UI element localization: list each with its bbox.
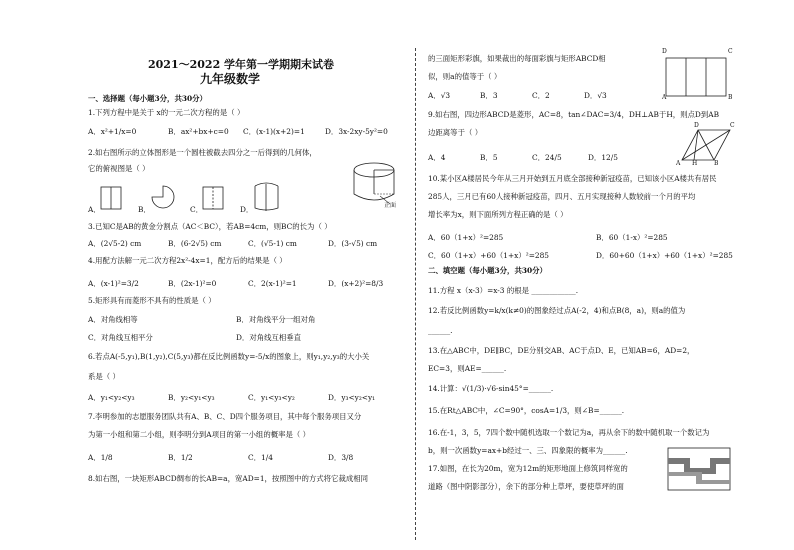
question-12-line1: 12.若反比例函数y=k/x(k≠0)的图象经过点A(-2，4)和点B(8，a)，则a的值为	[428, 306, 686, 315]
q4-option-c: C．2(x-1)²=1	[248, 279, 297, 288]
q2-figure-d	[252, 180, 282, 212]
q1-option-d: D．3x-2xy-5y²=0	[325, 127, 388, 136]
section-choice: 一、选择题（每小题3分，共30分）	[88, 94, 207, 103]
q2-option-b: B．	[138, 205, 151, 214]
q10-option-a: A．60（1+x）²=285	[428, 233, 504, 242]
q9-option-d: D．12/5	[588, 153, 618, 162]
question-15: 15.在Rt△ABC中，∠C=90°，cosA=1/3，则∠B=______.	[428, 406, 625, 415]
q6-option-b: B．y₂<y₁<y₃	[168, 393, 215, 402]
road-figure	[666, 446, 732, 492]
q7-option-b: B．1/2	[168, 453, 193, 462]
label-a: A	[662, 94, 667, 101]
q1-option-a: A．x²+1/x=0	[88, 127, 137, 136]
exam-title: 2021～2022 学年第一学期期末试卷	[148, 58, 335, 71]
flag-rectangle-figure	[660, 50, 732, 102]
label-c: C	[728, 48, 733, 55]
rhombus-label-h: H	[692, 160, 698, 167]
q9-option-a: A．4	[428, 153, 446, 162]
q3-option-c: C．(√5-1) cm	[248, 239, 297, 248]
q5-option-d: D．对角线互相垂直	[236, 333, 302, 342]
question-8-line2: 的三面矩形彩旗，如果裁出的每面彩旗与矩形ABCD相	[428, 54, 606, 63]
rhombus-label-b: B	[714, 160, 719, 167]
question-7-line2: 为第一小组和第二小组，则李明分到A项目的第一小组的概率是（ ）	[88, 430, 311, 439]
question-5: 5.矩形具有而菱形不具有的性质是（ ）	[88, 296, 216, 305]
q2-option-d: D．	[240, 205, 254, 214]
question-9-line2: 边距离等于（ ）	[428, 128, 483, 137]
exam-subtitle: 九年级数学	[200, 72, 261, 86]
front-view-label: 正面	[384, 202, 397, 209]
rhombus-label-a: A	[676, 160, 681, 167]
q10-option-b: B．60（1-x）²=285	[596, 233, 668, 242]
question-16-line2: b，则一次函数y=ax+b经过一、三、四象限的概率为______.	[428, 446, 628, 455]
question-16-line1: 16.在-1，3，5，7四个数中随机选取一个数记为a，再从余下的数中随机取一个数记为	[428, 428, 710, 437]
q10-option-d: D．60+60（1+x）+60（1+x）²=285	[596, 251, 733, 260]
q7-option-c: C．1/4	[248, 453, 273, 462]
q5-option-a: A．对角线相等	[88, 315, 138, 324]
label-b: B	[728, 94, 733, 101]
q3-option-b: B．(6-2√5) cm	[168, 239, 222, 248]
q6-option-a: A．y₁<y₂<y₃	[88, 393, 135, 402]
q8-option-b: B．3	[480, 91, 498, 100]
q3-option-a: A．(2√5-2) cm	[88, 239, 142, 248]
question-1: 1.下列方程中是关于 x的一元二次方程的是（ ）	[88, 108, 245, 117]
q10-option-c: C．60（1+x）+60（1+x）²=285	[428, 251, 549, 260]
question-11: 11.方程 x（x-3）=x-3 的根是 ____________.	[428, 286, 579, 295]
question-13-line2: EC=3，则AE=______.	[428, 364, 507, 373]
column-divider	[415, 48, 416, 540]
question-3: 3.已知C是AB的黄金分割点（AC＜BC），若AB=4cm，则BC的长为（ ）	[88, 222, 332, 231]
q5-option-b: B．对角线平分一组对角	[236, 315, 316, 324]
q9-option-c: C．24/5	[532, 153, 562, 162]
q4-option-a: A．(x-1)²=3/2	[88, 279, 139, 288]
q2-option-c: C．	[190, 205, 204, 214]
q2-figure-a	[100, 186, 122, 210]
q1-option-c: C．(x-1)(x+2)=1	[243, 127, 305, 136]
question-4: 4.用配方法解一元二次方程2x²-4x=1，配方后的结果是（ ）	[88, 256, 287, 265]
question-8-line3: 似，则a的值等于（ ）	[428, 72, 502, 81]
q2-option-a: A．	[88, 205, 101, 214]
q9-option-b: B．5	[480, 153, 498, 162]
question-2-line1: 2.如右图所示的立体图形是一个圆柱被截去四分之一后得到的几何体，	[88, 148, 317, 157]
q7-option-a: A．1/8	[88, 453, 113, 462]
q7-option-d: D．3/8	[328, 453, 354, 462]
question-13-line1: 13.在△ABC中，DE∥BC，DE分别交AB、AC于点D、E，已知AB=6，AD=2，	[428, 346, 695, 355]
question-17-line1: 17.如图，在长为20m，宽为12m的矩形地面上修筑同样宽的	[428, 464, 628, 473]
label-d: D	[662, 48, 667, 55]
question-9-line1: 9.如右图，四边形ABCD是菱形，AC=8，tan∠DAC=3/4，DH⊥AB于H，则点D到AB	[428, 110, 720, 119]
q2-figure-c	[202, 186, 224, 210]
q4-option-b: B．(2x-1)²=0	[168, 279, 217, 288]
q1-option-b: B．ax²+bx+c=0	[168, 127, 229, 136]
question-8: 8.如右图，一块矩形ABCD绸布的长AB=a，宽AD=1，按照图中的方式将它裁成相同	[88, 474, 369, 483]
question-10-line1: 10.某小区A楼居民今年从三月开始到五月底全部接种新冠疫苗，已知该小区A楼共有居民	[428, 174, 717, 183]
q2-figure-b	[150, 184, 176, 210]
question-6-line1: 6.若点A(-5,y₁),B(1,y₂),C(5,y₃)都在反比例函数y=-5/x的图象上，则y₁,y₂,y₃的大小关	[88, 352, 370, 361]
q4-option-d: D．(x+2)²=8/3	[328, 279, 384, 288]
question-10-line3: 增长率为x，则下面所列方程正确的是（ ）	[428, 210, 568, 219]
q5-option-c: C．对角线互相平分	[88, 333, 153, 342]
question-14: 14.计算：√(1/3)·√6-sin45°=______.	[428, 384, 554, 393]
question-12-line2: ______.	[428, 326, 453, 335]
q6-option-d: D．y₃<y₂<y₁	[328, 393, 376, 402]
q3-option-d: D．(3-√5) cm	[328, 239, 378, 248]
question-6-line2: 系是（ ）	[88, 372, 120, 381]
q8-option-a: A．√3	[428, 91, 451, 100]
section-fill: 二、填空题（每小题3分，共30分）	[428, 266, 547, 275]
question-7-line1: 7.李明参加的志愿服务团队共有A、B、C、D四个服务项目，其中每个服务项目又分	[88, 412, 362, 421]
q8-option-d: D．√3	[584, 91, 607, 100]
rhombus-label-d: D	[694, 122, 699, 129]
question-17-line2: 道路（图中阴影部分），余下的部分种上草坪，要使草坪的面	[428, 482, 624, 491]
q8-option-c: C．2	[532, 91, 550, 100]
rhombus-label-c: C	[730, 122, 735, 129]
question-10-line2: 285人，三月已有60人接种新冠疫苗，四月、五月实现接种人数较前一个月的平均	[428, 192, 696, 201]
question-2-line2: 它的俯视图是（ ）	[88, 164, 150, 173]
q6-option-c: C．y₁<y₃<y₂	[248, 393, 295, 402]
